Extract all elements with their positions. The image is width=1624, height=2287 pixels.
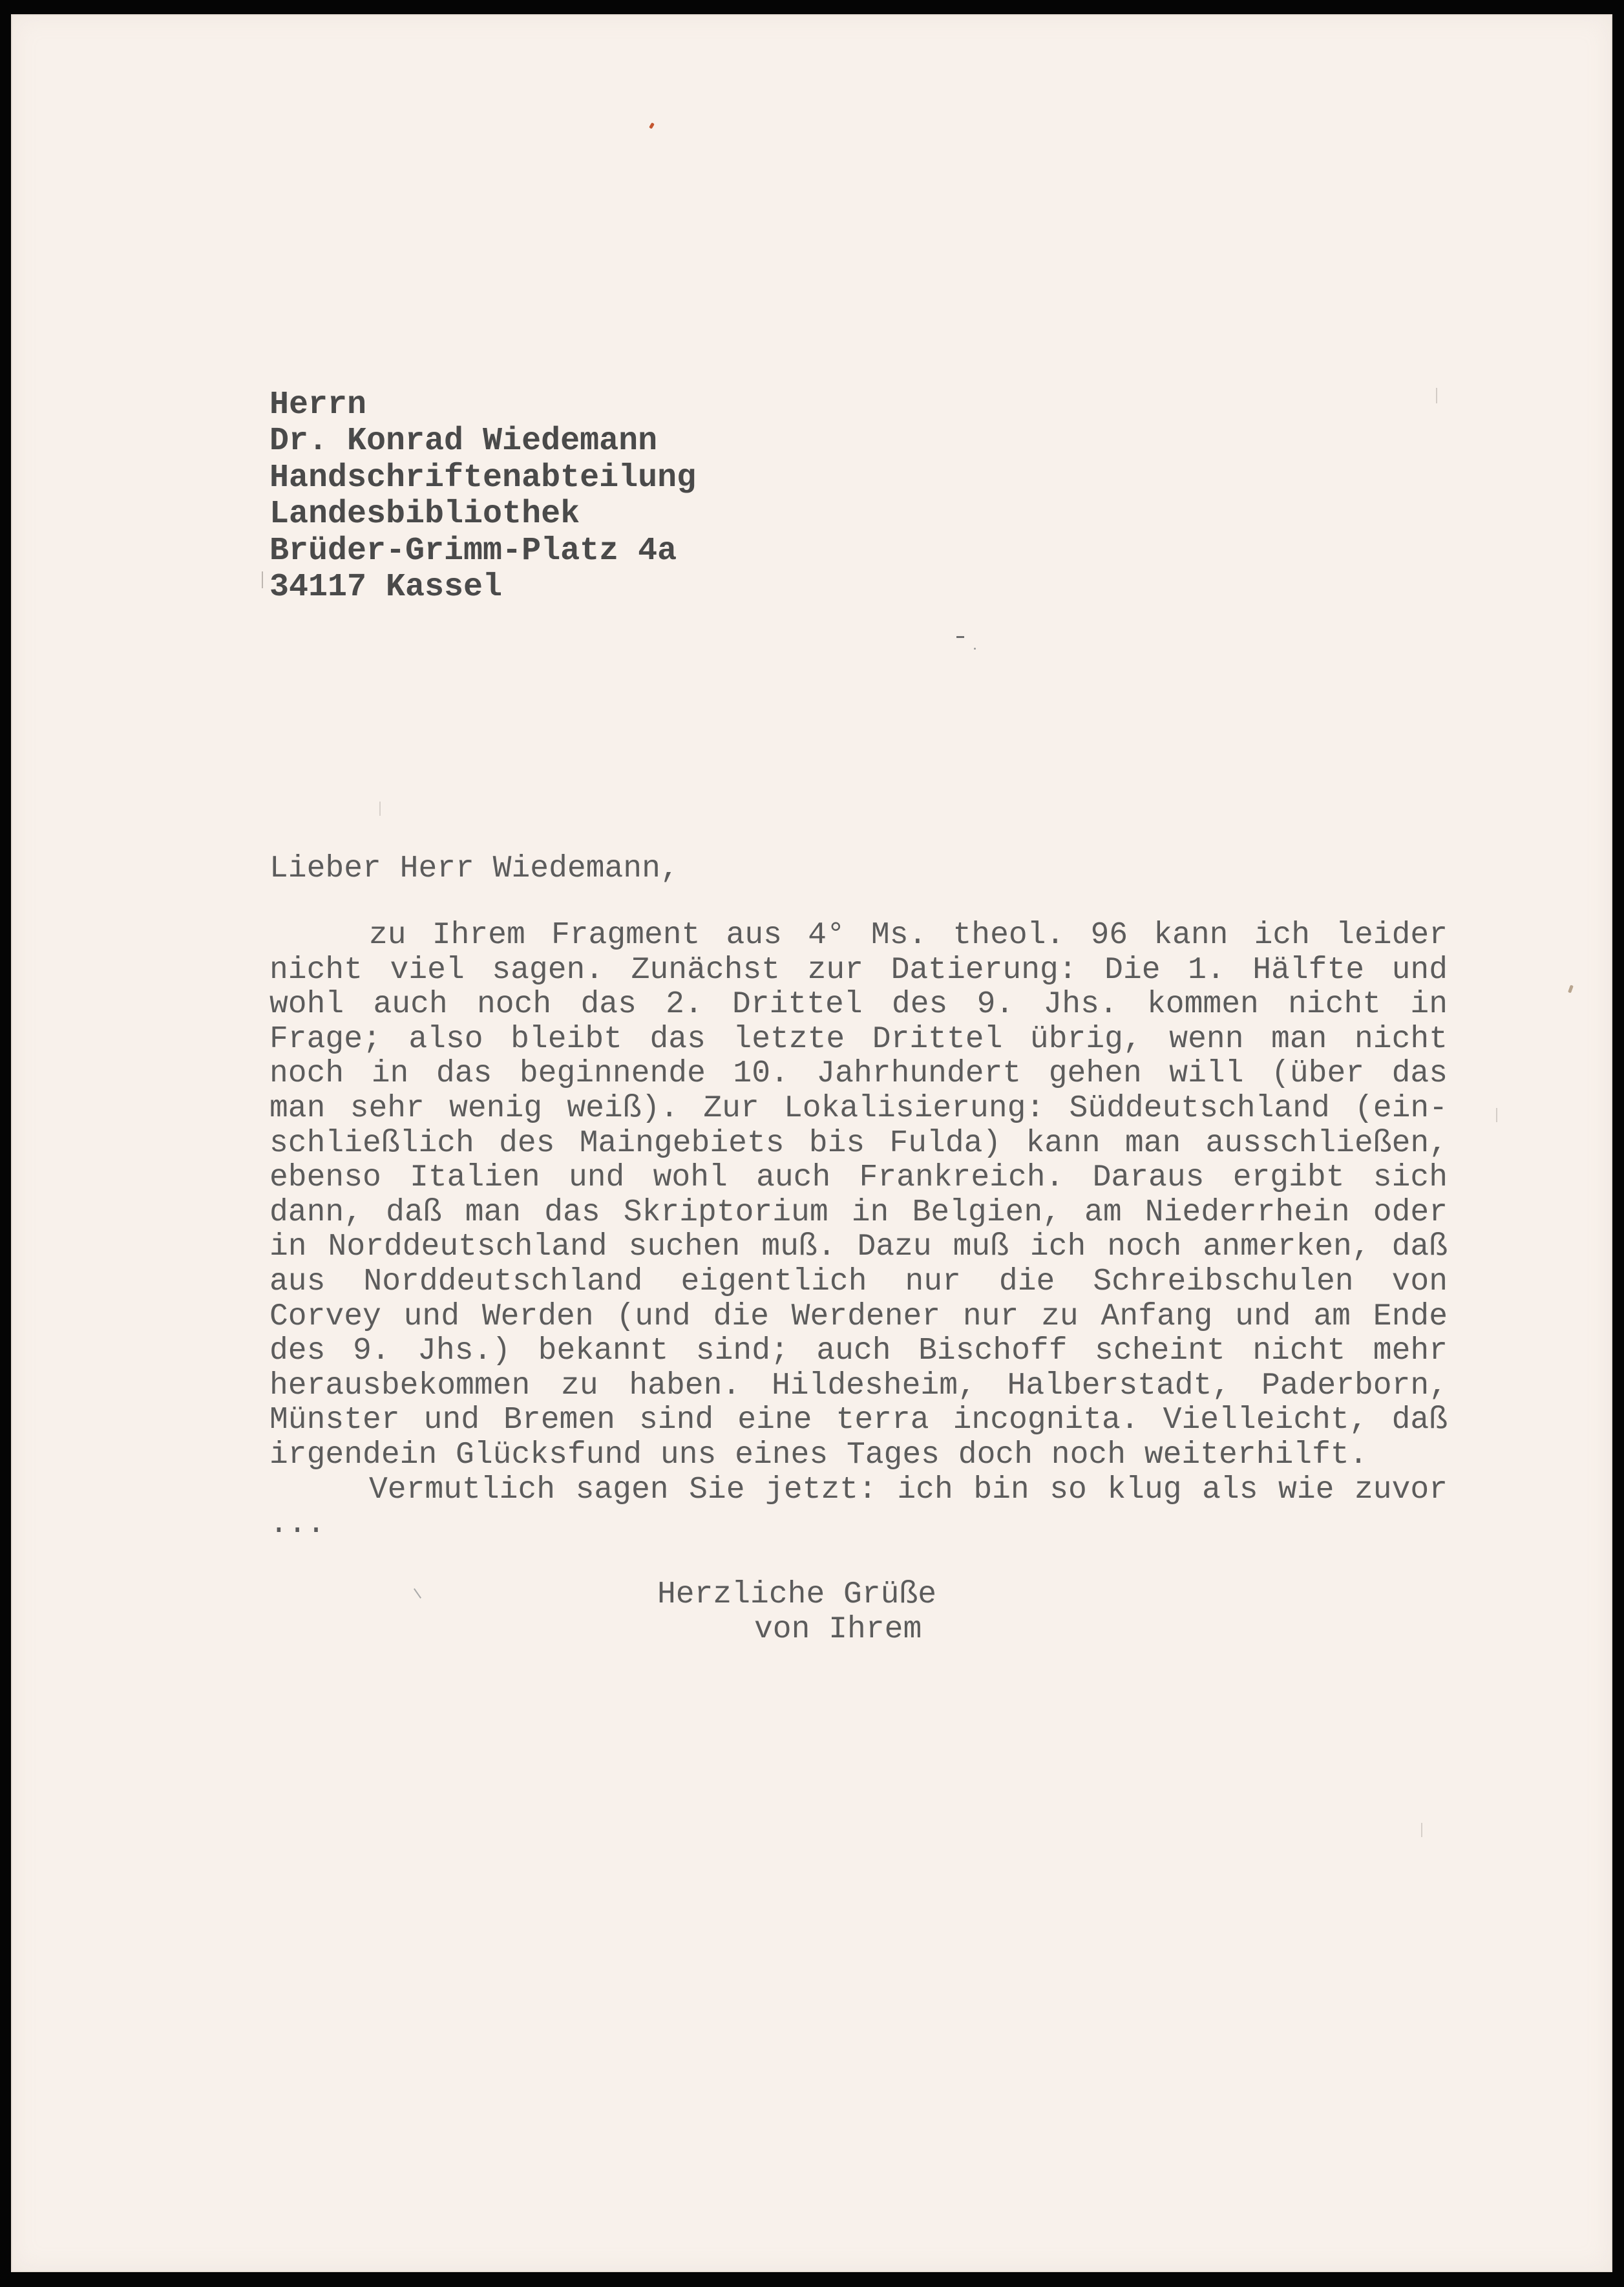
address-line-street: Brüder-Grimm-Platz 4a [269,532,677,569]
address-line-institution: Landesbibliothek [269,496,580,533]
salutation: Lieber Herr Wiedemann, [269,851,679,886]
body-line: zu Ihrem Fragment aus 4° Ms. theol. 96 kann ich leider [369,918,1448,953]
address-line-name: Dr. Konrad Wiedemann [269,423,658,460]
paragraph [269,1473,1448,1542]
scan-speck [262,571,263,588]
body-line: ... [269,1507,326,1542]
body-line: nicht viel sagen. Zunächst zur Datierung: Die 1. Hälfte und [269,952,1448,988]
body-line: ebenso Italien und wohl auch Frankreich. Daraus ergibt sich [269,1160,1448,1196]
body-line: des 9. Jhs.) bekannt sind; auch Bischoff scheint nicht mehr [269,1334,1448,1369]
scan-speck [379,802,381,816]
closing-signoff: von Ihrem [754,1612,922,1647]
body-line: aus Norddeutschland eigentlich nur die Schreibschulen von [269,1264,1448,1299]
body-line: Vermutlich sagen Sie jetzt: ich bin so klug als wie zuvor [369,1472,1448,1507]
body-line: dann, daß man das Skriptorium in Belgien, am Niederrhein oder [269,1195,1448,1230]
paragraph [269,919,1448,1473]
closing-greeting: Herzliche Grüße [657,1577,937,1612]
body-line: schließlich des Maingebiets bis Fulda) kann man ausschließen, [269,1125,1448,1161]
scan-speck [974,648,976,650]
body-line: Münster und Bremen sind eine terra incognita. Vielleicht, daß [269,1403,1448,1438]
body-line: wohl auch noch das 2. Drittel des 9. Jhs. kommen nicht in [269,987,1448,1023]
address-line-city: 34117 Kassel [269,568,503,606]
address-line-department: Handschriftenabteilung [269,459,697,496]
scan-speck [1496,1108,1497,1122]
body-line: noch in das beginnende 10. Jahrhundert gehen will (über das [269,1056,1448,1092]
body-line: irgendein Glücksfund uns eines Tages doch noch weiterhilft. [269,1437,1368,1473]
body-line: Corvey und Werden (und die Werdener nur zu Anfang und am Ende [269,1299,1448,1334]
scan-speck [1421,1823,1422,1837]
address-line-salutation: Herrn [269,387,367,423]
recipient-address [269,387,696,606]
body-line: herausbekommen zu haben. Hildesheim, Halberstadt, Paderborn, [269,1368,1448,1403]
letter-body [269,919,1448,1542]
scan-speck [956,636,964,638]
body-line: Frage; also bleibt das letzte Drittel übrig, wenn man nicht [269,1021,1448,1057]
scan-speck [1436,388,1437,403]
body-line: in Norddeutschland suchen muß. Dazu muß ich noch anmerken, daß [269,1229,1448,1265]
body-line: man sehr wenig weiß). Zur Lokalisierung: Süddeutschland (ein- [269,1090,1448,1126]
